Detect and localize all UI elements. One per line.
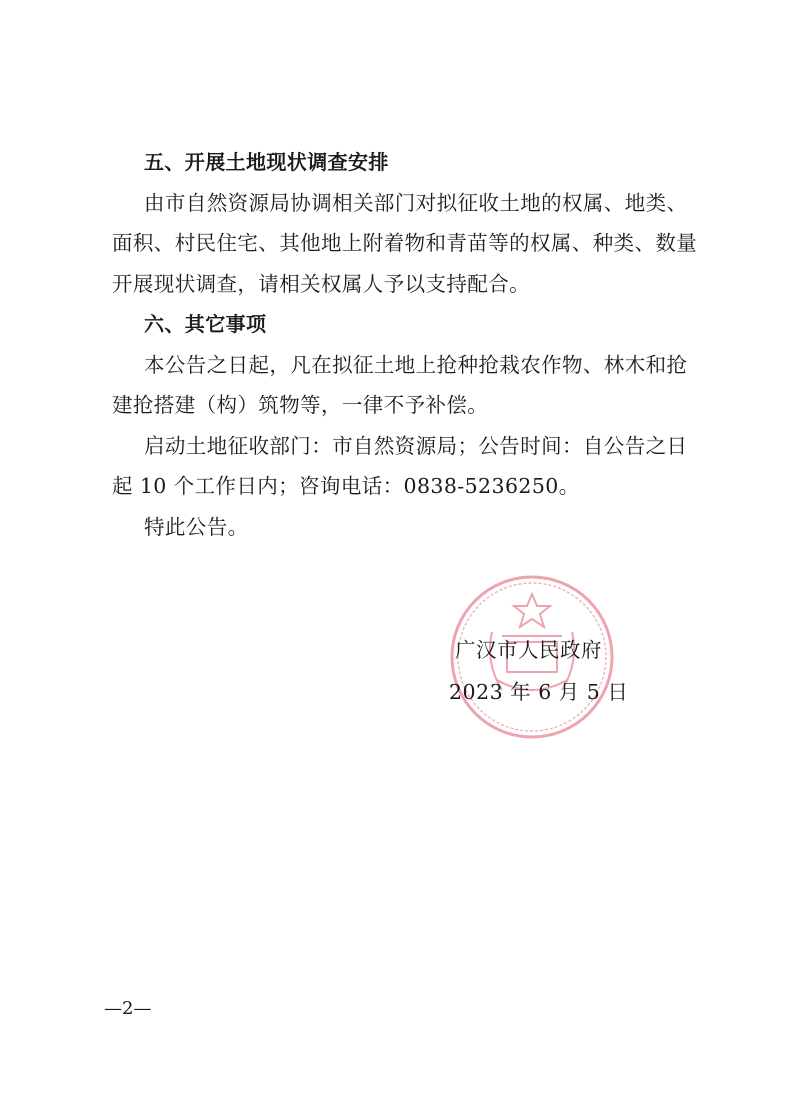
paragraph-line: 建抢搭建（构）筑物等，一律不予补偿。 <box>112 393 489 417</box>
paragraph-line: 由市自然资源局协调相关部门对拟征收土地的权属、地类、 <box>144 190 688 215</box>
issue-date: 2023 年 6 月 5 日 <box>449 680 629 704</box>
paragraph-line: 启动土地征收部门：市自然资源局；公告时间：自公告之日 <box>144 433 688 458</box>
page-number: —2— <box>104 998 152 1019</box>
closing-line: 特此公告。 <box>144 514 249 539</box>
paragraph-line: 开展现状调查，请相关权属人予以支持配合。 <box>112 271 530 296</box>
paragraph-line: 本公告之日起，凡在拟征土地上抢种抢栽农作物、林木和抢 <box>144 352 688 377</box>
section-heading-6: 六、其它事项 <box>144 312 267 336</box>
paragraph-line: 面积、村民住宅、其他地上附着物和青苗等的权属、种类、数量 <box>112 231 698 255</box>
issuing-organization: 广汉市人民政府 <box>455 638 602 662</box>
section-heading-5: 五、开展土地现状调查安排 <box>144 150 389 174</box>
paragraph-line: 起 10 个工作日内；咨询电话：0838-5236250。 <box>112 474 580 498</box>
document-body <box>112 142 698 547</box>
